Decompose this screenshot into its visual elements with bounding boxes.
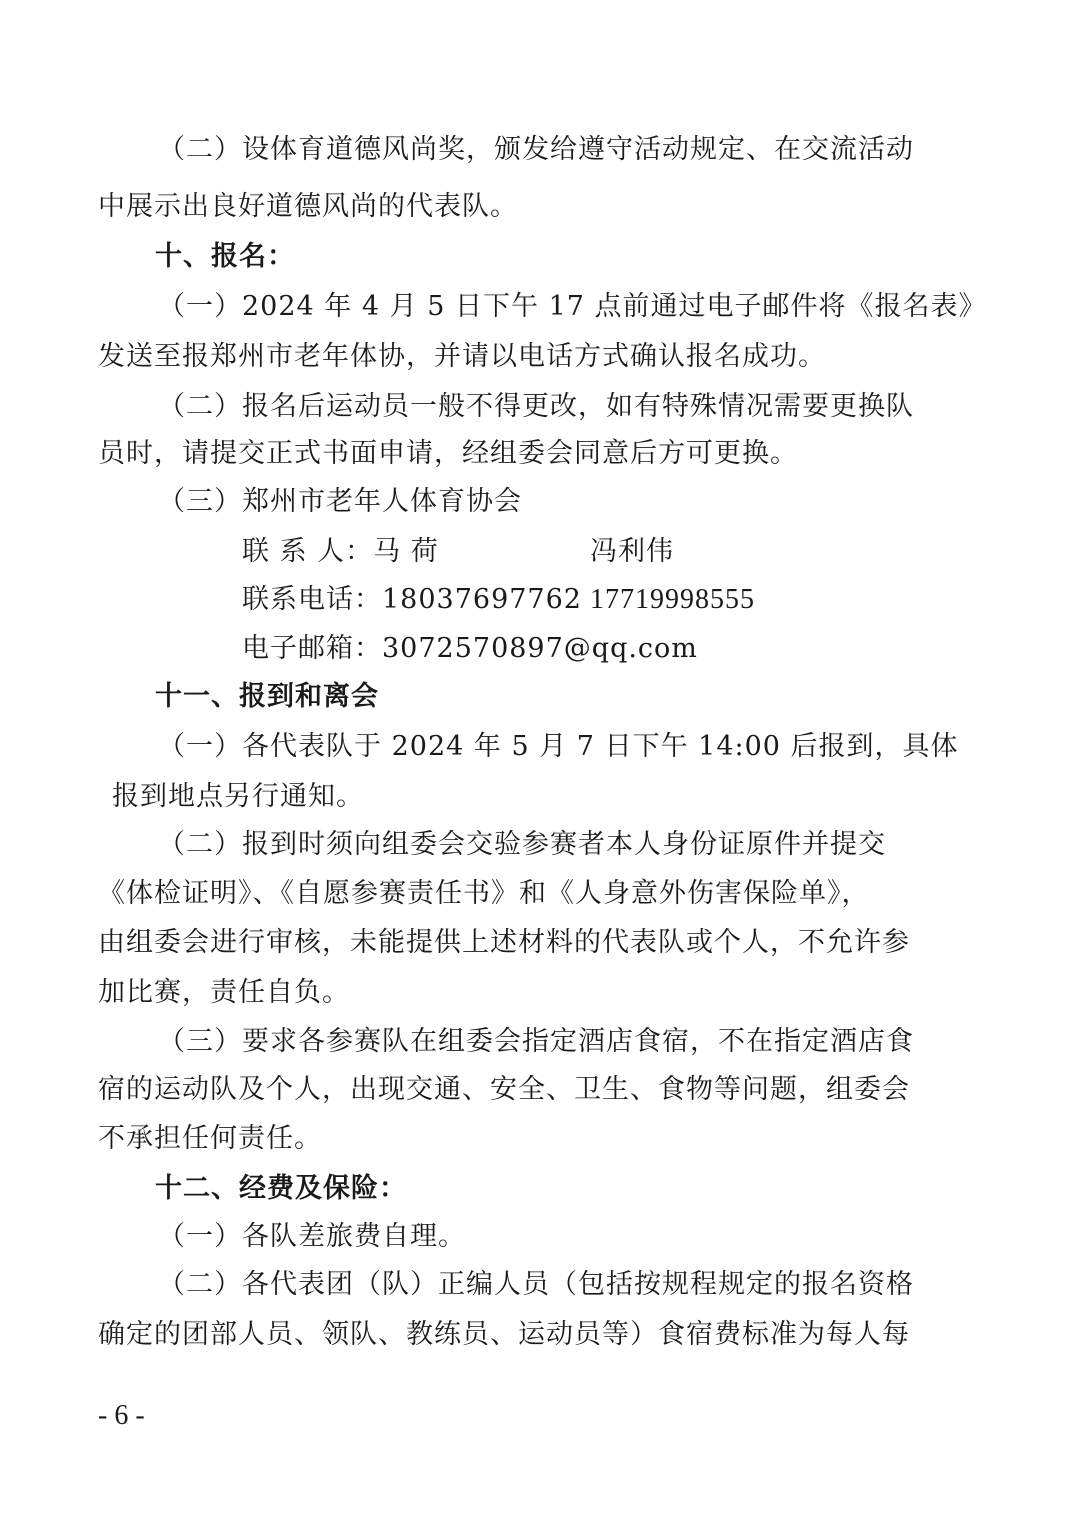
- text-line: （二）报到时须向组委会交验参赛者本人身份证原件并提交: [158, 829, 886, 860]
- section-heading: 十一、报到和离会: [155, 681, 379, 712]
- text-line: 《体检证明》、《自愿参赛责任书》和《人身意外伤害保险单》，: [98, 878, 870, 909]
- text-line: 加比赛，责任自负。: [98, 977, 350, 1008]
- text-line: 报到地点另行通知。: [112, 781, 364, 812]
- contact-person-2: 冯利伟: [590, 536, 674, 567]
- text-line: 员时，请提交正式书面申请，经组委会同意后方可更换。: [98, 438, 798, 469]
- text-line: （三）郑州市老年人体育协会: [158, 486, 522, 517]
- contact-person-label: 联 系 人：马 荷: [242, 536, 439, 567]
- text-line: （三）要求各参赛队在组委会指定酒店食宿，不在指定酒店食: [158, 1026, 914, 1057]
- text-line: 宿的运动队及个人，出现交通、安全、卫生、食物等问题，组委会: [98, 1074, 910, 1105]
- section-heading: 十二、经费及保险：: [155, 1173, 407, 1204]
- text-line: 不承担任何责任。: [98, 1123, 322, 1154]
- text-line: （二）各代表团（队）正编人员（包括按规程规定的报名资格: [158, 1269, 914, 1300]
- text-line: 由组委会进行审核，未能提供上述材料的代表队或个人，不允许参: [98, 927, 910, 958]
- text-line: （一）各队差旅费自理。: [158, 1221, 466, 1252]
- contact-email: 电子邮箱：3072570897@qq.com: [242, 633, 698, 664]
- text-line: （二）设体育道德风尚奖，颁发给遵守活动规定、在交流活动: [158, 134, 914, 165]
- contact-phone-label: 联系电话：18037697762: [242, 584, 582, 615]
- text-line: （一）2024 年 4 月 5 日下午 17 点前通过电子邮件将《报名表》: [158, 291, 987, 322]
- text-line: 发送至报郑州市老年体协，并请以电话方式确认报名成功。: [98, 341, 826, 372]
- contact-phone-2: 17719998555: [590, 584, 755, 615]
- text-line: （一）各代表队于 2024 年 5 月 7 日下午 14:00 后报到，具体: [158, 731, 959, 762]
- section-heading: 十、报名：: [155, 241, 295, 272]
- page-number: - 6 -: [98, 1400, 145, 1431]
- text-line: （二）报名后运动员一般不得更改，如有特殊情况需要更换队: [158, 391, 914, 422]
- text-line: 确定的团部人员、领队、教练员、运动员等）食宿费标准为每人每: [98, 1319, 910, 1350]
- text-line: 中展示出良好道德风尚的代表队。: [98, 191, 518, 222]
